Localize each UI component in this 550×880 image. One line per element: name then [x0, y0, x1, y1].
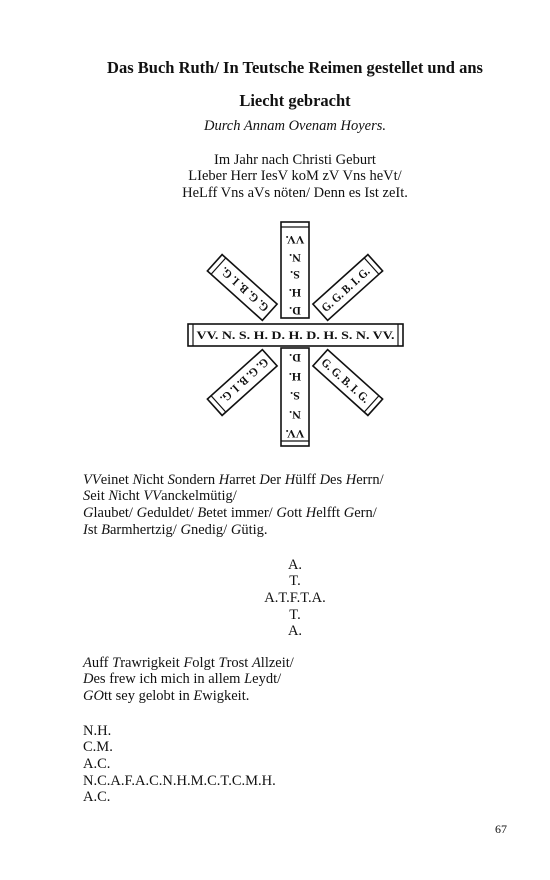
- verse-initial: G: [136, 505, 148, 521]
- verse-text: er: [269, 471, 285, 488]
- title-line: Das Buch Ruth/ In Teutsche Reimen gestellet und ans: [107, 58, 483, 77]
- verse-initial: D: [83, 671, 94, 688]
- initials-line: C.M.: [83, 739, 113, 756]
- emblem-diagonal-label: G. G. B. I. G.: [211, 355, 272, 411]
- verse-initial: G: [180, 521, 191, 538]
- emblem-letter: S.: [290, 268, 300, 282]
- verse-initial: F: [183, 654, 193, 671]
- initials-line: A.C.: [83, 756, 111, 772]
- verse-text: uff: [91, 654, 113, 671]
- verse-initial: H: [345, 471, 357, 488]
- initials-line: N.C.A.F.A.C.N.H.M.C.T.C.M.H.: [83, 772, 276, 789]
- verse-text: rost: [226, 654, 252, 671]
- verse-text: eydt/: [252, 671, 282, 688]
- acrostic-cross: [83, 557, 507, 641]
- emblem-arm-upper-left: [207, 255, 277, 321]
- emblem-letter: VV.: [285, 233, 305, 247]
- verse-text: armhertzig/: [110, 521, 181, 538]
- star-emblem: [180, 218, 410, 452]
- verse-initial: I: [83, 521, 88, 538]
- verse-initial: GO: [83, 688, 104, 704]
- verse-initial: L: [244, 671, 253, 688]
- acrostic-line: T.: [289, 573, 301, 590]
- verse-text: errn/: [356, 471, 384, 488]
- verse-initial: T: [112, 654, 121, 671]
- verse-initial: D: [319, 471, 331, 488]
- emblem-horizontal-label: VV. N. S. H. D. H. D. H. S. N. VV.: [196, 328, 395, 342]
- emblem-letter: D.: [289, 351, 301, 365]
- verse-initial: D: [259, 471, 270, 488]
- emblem-diagonal-label: G. G. B. I. G.: [318, 355, 379, 411]
- acrostic-line: A.T.F.T.A.: [264, 590, 326, 606]
- verse-initial: G: [276, 505, 287, 521]
- verse-line: [83, 671, 523, 688]
- verse-initial: E: [193, 688, 203, 704]
- verse-initial: G: [83, 505, 94, 521]
- verse-text: einet: [100, 471, 133, 488]
- verse-initial: B: [101, 521, 110, 538]
- verse-text: tt sey gelobt in: [103, 688, 194, 704]
- verse-line: [83, 688, 523, 705]
- page-title: [45, 51, 545, 117]
- intro-line: HeLff Vns aVs nöten/ Denn es Ist zeIt.: [182, 185, 408, 201]
- verse-initial: G: [343, 505, 355, 521]
- verse-initial: S: [83, 488, 91, 505]
- emblem-letter: VV.: [285, 427, 305, 441]
- verse-text: ott: [286, 505, 306, 521]
- emblem-arm-lower-right: [313, 350, 383, 416]
- emblem-letter: N.: [289, 251, 301, 265]
- verse-text: ern/: [354, 505, 377, 521]
- emblem-letter: S.: [290, 389, 300, 403]
- verse-text: anckelmütig/: [161, 488, 237, 505]
- emblem-letter: H.: [288, 286, 302, 300]
- verse-one: [83, 472, 523, 539]
- emblem-letter: N.: [289, 408, 301, 422]
- verse-line: [83, 655, 523, 672]
- verse-initial: H: [218, 471, 230, 488]
- verse-text: nedig/: [190, 521, 231, 538]
- byline: Durch Annam Ovenam Hoyers.: [203, 118, 387, 134]
- verse-text: rawrigkeit: [120, 654, 184, 671]
- initials-line: N.H.: [83, 722, 112, 739]
- emblem-arm-upper-right: [313, 255, 383, 321]
- verse-text: st: [87, 521, 102, 538]
- verse-initial: S: [167, 471, 175, 488]
- verse-text: ütig.: [241, 521, 268, 538]
- verse-initial: A: [251, 654, 261, 671]
- verse-text: es: [330, 471, 346, 488]
- verse-text: ülff: [295, 471, 320, 488]
- initials-list: [83, 723, 507, 807]
- acrostic-line: T.: [289, 606, 301, 623]
- verse-initial: H: [284, 471, 296, 488]
- verse-text: etet immer/: [206, 505, 277, 521]
- verse-text: eduldet/: [147, 505, 198, 521]
- verse-initial: VV: [143, 488, 162, 505]
- verse-line: [83, 488, 523, 505]
- acrostic-line: A.: [287, 556, 303, 573]
- verse-text: ondern: [174, 471, 219, 488]
- verse-initial: N: [132, 471, 143, 488]
- emblem-diagonal-label: G. G. B. I. G.: [318, 259, 379, 315]
- intro-line: LIeber Herr IesV koM zV Vns heVt/: [188, 168, 402, 185]
- verse-text: llzeit/: [260, 654, 294, 671]
- verse-text: icht: [142, 471, 168, 488]
- emblem-arm-lower-left: [207, 350, 277, 416]
- verse-text: icht: [118, 488, 144, 505]
- initials-line: A.C.: [83, 789, 111, 806]
- verse-text: arret: [229, 471, 260, 488]
- verse-text: eit: [90, 488, 109, 505]
- verse-initial: A: [83, 654, 92, 671]
- verse-initial: B: [197, 505, 207, 521]
- intro-line: Im Jahr nach Christi Geburt: [214, 151, 376, 168]
- emblem-letter: H.: [288, 370, 302, 384]
- verse-line: [83, 505, 523, 522]
- verse-text: laubet/: [93, 505, 137, 521]
- verse-initial: N: [108, 488, 119, 505]
- emblem-diagonal-label: G. G. B. I. G.: [211, 259, 272, 315]
- intro-verse: [83, 152, 507, 202]
- acrostic-line: A.: [287, 623, 303, 640]
- emblem-letter: D.: [289, 304, 301, 318]
- verse-initial: VV: [83, 471, 101, 488]
- verse-two: [83, 655, 523, 705]
- verse-initial: T: [218, 654, 227, 671]
- verse-line: [83, 472, 523, 489]
- verse-text: wigkeit.: [202, 688, 250, 704]
- verse-text: olgt: [192, 654, 219, 671]
- verse-text: es frew ich mich in allem: [93, 671, 245, 688]
- verse-initial: G: [230, 521, 242, 538]
- verse-text: elfft: [316, 505, 344, 521]
- verse-line: [83, 522, 523, 539]
- page-number: 67: [495, 822, 507, 836]
- title-line: Liecht gebracht: [239, 91, 351, 110]
- verse-initial: H: [305, 505, 317, 521]
